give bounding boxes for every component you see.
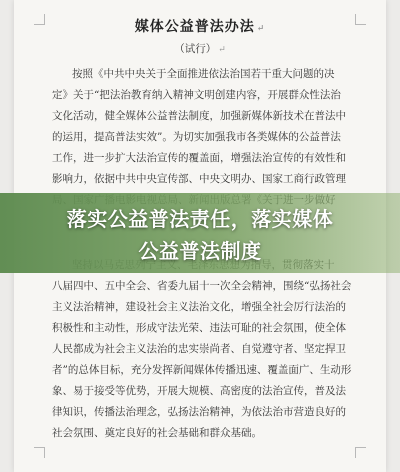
body-text-bottom: [52, 255, 362, 444]
crop-mark-bottom-right: [355, 447, 366, 458]
text-line: 工作，进一步扩大法治宣传的覆盖面，增强法治宣传的有效性和: [52, 152, 346, 164]
text-line: 人民都成为社会主义法治的忠实崇尚者、自觉遵守者、坚定捍卫: [52, 343, 346, 355]
text-line: 象、易于接受等优势，开展大规模、高密度的法治宣传，普及法: [52, 385, 346, 397]
text-line: 按照《中共中央关于全面推进依法治国若干重大问题的决: [72, 68, 335, 80]
paragraph-mark-icon: ↵: [256, 24, 266, 34]
crop-mark-bottom-left: [34, 447, 45, 458]
text-line: 定》关于“把法治教育纳入精神文明创建内容，开展群众性法治: [52, 89, 341, 101]
text-line: 主义法治精神，建设社会主义法治文化，增强全社会厉行法治的: [52, 301, 346, 313]
body-text-top: [52, 64, 362, 211]
text-line: 八届四中、五中全会、省委九届十一次全会精神，围绕“弘扬社会: [52, 280, 352, 292]
text-line: 积极性和主动性，形成守法光荣、违法可耻的社会氛围，使全体: [52, 322, 346, 334]
paragraph-mark-icon: ↵: [218, 45, 226, 55]
banner-headline-line-2: 公益普法制度: [138, 239, 262, 263]
text-line: 者”的总体目标，充分发挥新闻媒体传播迅速、覆盖面广、生动形: [52, 364, 352, 376]
document-subtitle: （试行） ↵: [174, 43, 226, 55]
text-line: 影响力，依据中共中央宣传部、中央文明办、国家工商行政管理: [52, 173, 346, 185]
text-line: 律知识，传播法治理念，弘扬法治精神，为依法治市营造良好的: [52, 406, 346, 418]
headline-banner: [0, 193, 400, 273]
text-line: 的运用，提高普法实效”。为切实加强我市各类媒体的公益普法: [52, 131, 341, 143]
document-title: 媒体公益普法办法 ↵: [134, 19, 266, 35]
banner-headline-line-1: 落实公益普法责任，落实媒体: [66, 207, 334, 231]
text-line: 文化活动，健全媒体公益普法制度，加强新媒体新技术在普法中: [52, 110, 346, 122]
text-line: 社会氛围、奠定良好的社会基础和群众基础。: [52, 427, 262, 439]
